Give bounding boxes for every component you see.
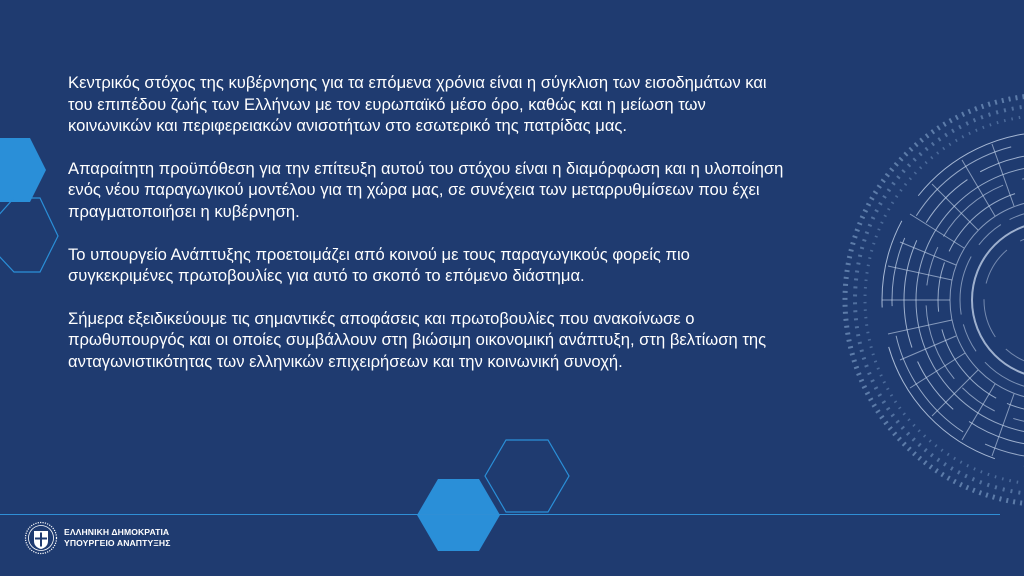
org-line-2: ΥΠΟΥΡΓΕΙΟ ΑΝΑΠΤΥΞΗΣ [64, 538, 171, 548]
greek-coat-of-arms-icon [24, 521, 58, 555]
main-text-block [68, 72, 788, 394]
logo-text [64, 527, 171, 549]
paragraph-1: Κεντρικός στόχος της κυβέρνησης για τα επόμενα χρόνια είναι η σύγκλιση των εισοδημάτων και του επιπέδου ζωής των Ελλήνων με τον ευρωπαϊκό μέσο όρο, καθώς και η μείωση των κοινωνικών και περιφερειακών ανισοτήτων στο εσωτερικό της πατρίδας μας. [68, 73, 767, 136]
footer-divider [0, 514, 1000, 515]
paragraph-4: Σήμερα εξειδικεύουμε τις σημαντικές αποφάσεις και πρωτοβουλίες που ανακοίνωσε ο πρωθυπουργός και οι οποίες συμβάλλουν στη βιώσιμη οικονομική ανάπτυξη, στη βελτίωση της ανταγωνιστικότητας των ελληνικών επιχειρήσεων και την κοινωνική συνοχή. [68, 308, 767, 371]
paragraph-3: Το υπουργείο Ανάπτυξης προετοιμάζει από κοινού με τους παραγωγικούς φορείς πιο συγκεκριμένες πρωτοβουλίες για αυτό το σκοπό το επόμενο διάστημα. [68, 244, 690, 286]
org-line-1: ΕΛΛΗΝΙΚΗ ΔΗΜΟΚΡΑΤΙΑ [64, 527, 170, 537]
ministry-logo [24, 521, 171, 555]
paragraph-2: Απαραίτητη προϋπόθεση για την επίτευξη αυτού του στόχου είναι η διαμόρφωση και η υλοποίηση ενός νέου παραγωγικού μοντέλου για τη χώρα μας, σε συνέχεια των μεταρρυθμίσεων που έχει πραγματοποιήσει η κυβέρνηση. [68, 158, 784, 221]
